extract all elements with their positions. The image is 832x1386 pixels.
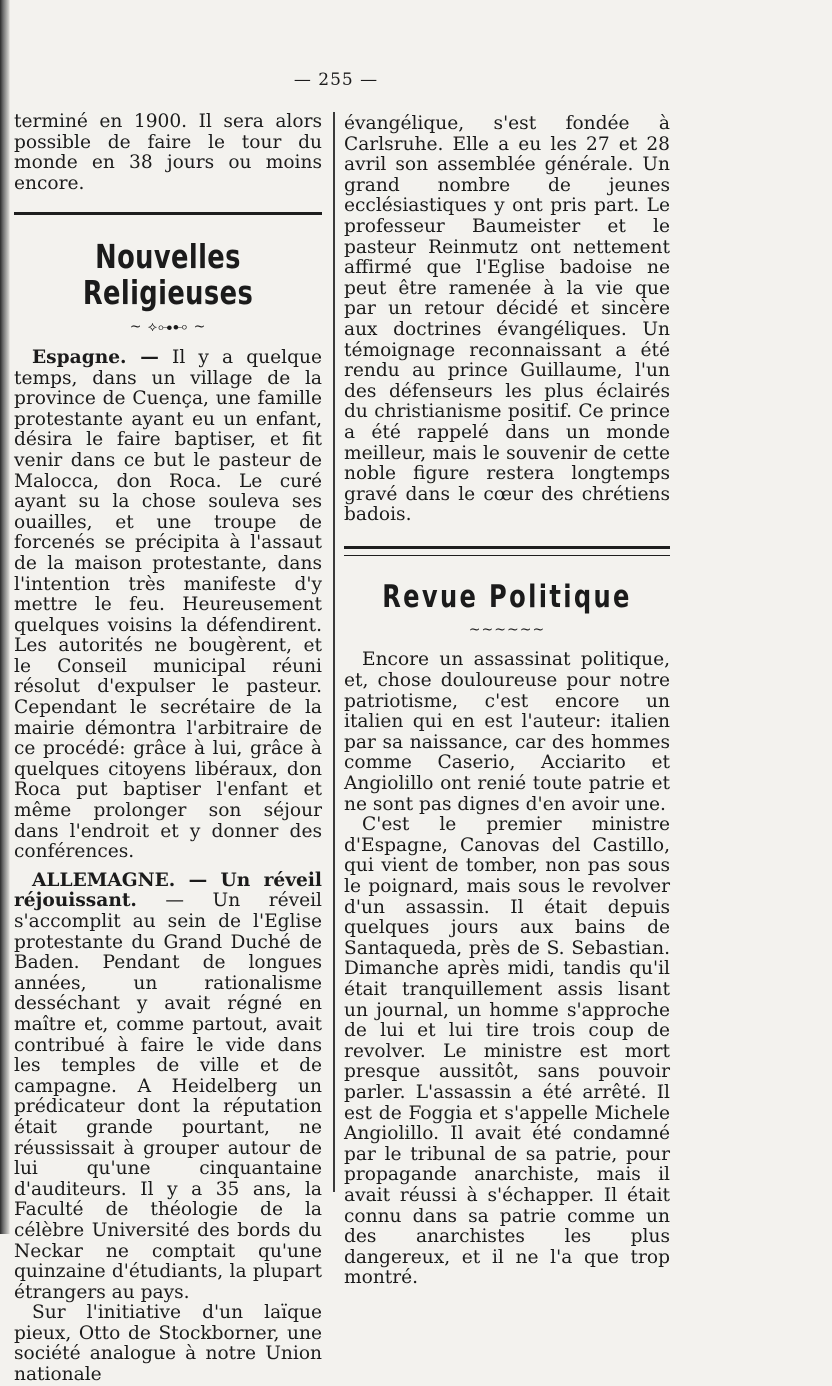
section-title-religieuses: Nouvelles Religieuses (82, 237, 254, 313)
article-espagne (14, 348, 322, 863)
article-body-allemagne: — Un réveil s'accomplit au sein de l'Eglise protestante du Grand Duché de Baden. Pendant de longues années, un rationalisme desséchant y avait régné en maître et, comme partout, avait contribué à faire le vide dans les temples de ville et de campagne. A Heidelberg un prédicateur dont la réputation était grande pourtant, ne réussissait à grouper autour de lui qu'une cinquantaine d'auditeurs. Il y a 35 ans, la Faculté de théologie de la célèbre Université des bords du Neckar ne comptait qu'une quinzaine d'étudiants, la plupart étrangers au pays. (14, 890, 322, 1303)
article-body-espagne: Il y a quelque temps, dans un village de la province de Cuença, une famille protestante ayant eu un enfant, désira le faire baptiser, et fit venir dans ce but le pasteur de Malocca, don Roca. Le curé ayant su la chose souleva ses ouailles, et une troupe de forcenés se précipita à l'assaut de la maison protestante, dans l'intention très manifeste d'y mettre le feu. Heureusement quelques voisins la défendirent. Les autorités ne bougèrent, et le Conseil municipal réuni résolut d'expulser le pasteur. Cependant le secrétaire de la mairie démontra l'arbitraire de ce procédé: grâce à lui, grâce à quelques citoyens libéraux, don Roca put baptiser l'enfant et même prolonger son séjour dans l'endroit et y donner des conférences. (14, 346, 322, 863)
article-lead-allemagne: ALLEMAGNE. — Un réveil réjouissant. (14, 869, 322, 912)
column-divider (333, 112, 335, 1192)
article-allemagne (14, 871, 322, 1303)
section-title-politique: Revue Politique (382, 578, 632, 615)
politique-paragraph-1: Encore un assassinat politique, et, chose douloureuse pour notre patriotisme, c'est encore un italien qui en est l'auteur: italien par sa naissance, car des hommes comme Caserio, Acciarito et Angiolillo ont renié toute patrie et ne sont pas dignes d'en avoir une. (344, 649, 670, 815)
article-stockborner: Sur l'initiative d'un laïque pieux, Otto de Stockborner, une société analogue à notre Union nationale (14, 1302, 322, 1386)
left-column (14, 112, 322, 1386)
title-ornament-politique: ~~~~~~ (468, 621, 546, 638)
continuation-paragraph: évangélique, s'est fondée à Carlsruhe. Elle a eu les 27 et 28 avril son assemblée générale. Un grand nombre de jeunes ecclésiastiques y ont pris part. Le professeur Baumeister et le pasteur Reinmutz ont nettement affirmé que l'Eglise badoise ne peut être ramenée à la vie que par un retour décidé et sincère aux doctrines évangéliques. Un témoignage reconnaissant a été rendu au prince Guillaume, l'un des défenseurs les plus éclairés du christianisme positif. Ce prince a été rappelé dans un monde meilleur, mais le souvenir de cette noble figure restera longtemps gravé dans le cœur des chrétiens badois. (344, 113, 670, 526)
section-rule-double (344, 546, 670, 556)
right-column (344, 114, 670, 1289)
politique-paragraph-2: C'est le premier ministre d'Espagne, Canovas del Castillo, qui vient de tomber, non pas sous le poignard, mais sous le revolver d'un assassin. Il était depuis quelques jours aux bains de Santaqueda, près de S. Sebastian. Dimanche après midi, tandis qu'il était tranquillement assis lisant un journal, un homme s'approche de lui et lui tire trois coup de revolver. Le ministre est mort presque aussitôt, sans pouvoir parler. L'assassin a été arrêté. Il est de Foggia et s'appelle Michele Angiolillo. Il avait été condamné par le tribunal de sa patrie, pour propagande anarchiste, mais il avait réussi à s'échapper. Il était connu dans sa patrie comme un des anarchistes les plus dangereux, et il ne l'a que trop montré. (344, 814, 670, 1289)
title-ornament: ~ ⟡⊶⊷ ~ (129, 319, 207, 336)
article-lead-espagne: Espagne. — (32, 346, 159, 368)
intro-paragraph: terminé en 1900. Il sera alors possible de faire le tour du monde en 38 jours ou moins encore. (14, 111, 322, 194)
page-number: — 255 — (293, 70, 379, 90)
section-rule (14, 212, 322, 215)
binding-shadow (0, 0, 10, 1234)
